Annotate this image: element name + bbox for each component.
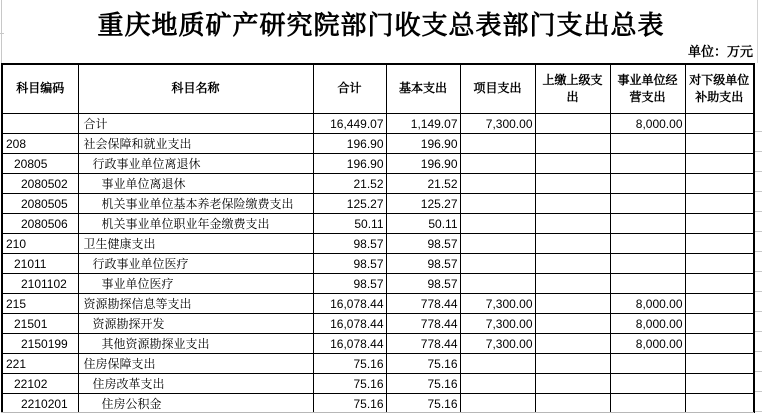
cell-basic[interactable]: 778.44 xyxy=(386,294,460,314)
cell-project[interactable]: 7,300.00 xyxy=(460,114,535,134)
cell-subsidy[interactable] xyxy=(685,314,754,334)
cell-upper[interactable] xyxy=(535,274,610,294)
cell-name[interactable]: 事业单位离退休 xyxy=(78,174,313,194)
cell-basic[interactable]: 1,149.07 xyxy=(386,114,460,134)
table-row xyxy=(2,234,754,254)
cell-upper[interactable] xyxy=(535,334,610,354)
cell-name[interactable]: 其他资源勘探业支出 xyxy=(78,334,313,354)
cell-code[interactable]: 2101102 xyxy=(2,274,78,294)
cell-code[interactable]: 2080506 xyxy=(2,214,78,234)
cell-total[interactable]: 196.90 xyxy=(313,134,386,154)
cell-code[interactable]: 215 xyxy=(2,294,78,314)
cell-total[interactable]: 196.90 xyxy=(313,154,386,174)
cell-operating[interactable] xyxy=(610,214,685,234)
col-header-total[interactable]: 合计 xyxy=(313,64,386,114)
cell-basic[interactable]: 75.16 xyxy=(386,354,460,374)
cell-subsidy[interactable] xyxy=(685,294,754,314)
cell-project[interactable] xyxy=(460,154,535,174)
table-row xyxy=(2,374,754,394)
cell-code[interactable]: 2210201 xyxy=(2,394,78,414)
cell-subsidy[interactable] xyxy=(685,174,754,194)
cell-code[interactable]: 208 xyxy=(2,134,78,154)
cell-name[interactable]: 住房公积金 xyxy=(78,394,313,414)
cell-operating[interactable] xyxy=(610,134,685,154)
cell-total[interactable]: 16,078.44 xyxy=(313,294,386,314)
faint-gridline-left-tick xyxy=(0,33,4,34)
col-header-upper-level-expenditure[interactable]: 上缴上级支出 xyxy=(535,64,610,114)
cell-code[interactable]: 221 xyxy=(2,354,78,374)
table-row xyxy=(2,394,754,414)
col-header-operating-expenditure[interactable]: 事业单位经营支出 xyxy=(610,64,685,114)
cell-total[interactable]: 98.57 xyxy=(313,254,386,274)
col-header-subsidy-expenditure[interactable]: 对下级单位补助支出 xyxy=(685,64,754,114)
cell-operating[interactable]: 8,000.00 xyxy=(610,334,685,354)
cell-subsidy[interactable] xyxy=(685,194,754,214)
cell-upper[interactable] xyxy=(535,234,610,254)
cell-code[interactable]: 21501 xyxy=(2,314,78,334)
cell-basic[interactable]: 98.57 xyxy=(386,234,460,254)
cell-name[interactable]: 行政事业单位离退休 xyxy=(78,154,313,174)
cell-code[interactable]: 22102 xyxy=(2,374,78,394)
table-row xyxy=(2,274,754,294)
table-row xyxy=(2,294,754,314)
cell-code[interactable]: 20805 xyxy=(2,154,78,174)
cell-name[interactable]: 机关事业单位职业年金缴费支出 xyxy=(78,214,313,234)
cell-operating[interactable] xyxy=(610,274,685,294)
cell-project[interactable]: 7,300.00 xyxy=(460,334,535,354)
header-row xyxy=(2,64,754,114)
cell-basic[interactable]: 21.52 xyxy=(386,174,460,194)
cell-basic[interactable]: 75.16 xyxy=(386,394,460,414)
col-header-project-expenditure[interactable]: 项目支出 xyxy=(460,64,535,114)
cell-operating[interactable] xyxy=(610,254,685,274)
cell-basic[interactable]: 75.16 xyxy=(386,374,460,394)
faint-row-ticks-right-margin xyxy=(754,112,762,413)
cell-total[interactable]: 50.11 xyxy=(313,214,386,234)
cell-subsidy[interactable] xyxy=(685,114,754,134)
table-row xyxy=(2,314,754,334)
cell-subsidy[interactable] xyxy=(685,334,754,354)
cell-upper[interactable] xyxy=(535,134,610,154)
cell-project[interactable] xyxy=(460,394,535,414)
cell-project[interactable] xyxy=(460,374,535,394)
cell-basic[interactable]: 98.57 xyxy=(386,274,460,294)
cell-code[interactable]: 2150199 xyxy=(2,334,78,354)
cell-upper[interactable] xyxy=(535,154,610,174)
table-row xyxy=(2,354,754,374)
cell-name[interactable]: 资源勘探信息等支出 xyxy=(78,294,313,314)
cell-total[interactable]: 98.57 xyxy=(313,234,386,254)
cell-upper[interactable] xyxy=(535,214,610,234)
cell-upper[interactable] xyxy=(535,174,610,194)
cell-subsidy[interactable] xyxy=(685,154,754,174)
cell-basic[interactable]: 778.44 xyxy=(386,334,460,354)
table-row xyxy=(2,134,754,154)
col-header-subject-name[interactable]: 科目名称 xyxy=(78,64,313,114)
cell-subsidy[interactable] xyxy=(685,134,754,154)
cell-operating[interactable] xyxy=(610,234,685,254)
col-header-basic-expenditure[interactable]: 基本支出 xyxy=(386,64,460,114)
cell-subsidy[interactable] xyxy=(685,354,754,374)
cell-name[interactable]: 卫生健康支出 xyxy=(78,234,313,254)
cell-upper[interactable] xyxy=(535,374,610,394)
page-title: 重庆地质矿产研究院部门收支总表部门支出总表 xyxy=(97,11,665,40)
cell-subsidy[interactable] xyxy=(685,234,754,254)
cell-code[interactable] xyxy=(2,114,78,134)
cell-name[interactable]: 社会保障和就业支出 xyxy=(78,134,313,154)
table-row xyxy=(2,254,754,274)
cell-total[interactable]: 98.57 xyxy=(313,274,386,294)
expenditure-summary-table xyxy=(1,63,755,413)
cell-subsidy[interactable] xyxy=(685,214,754,234)
cell-total[interactable]: 16,449.07 xyxy=(313,114,386,134)
cell-operating[interactable]: 8,000.00 xyxy=(610,294,685,314)
cell-basic[interactable]: 50.11 xyxy=(386,214,460,234)
cell-code[interactable]: 210 xyxy=(2,234,78,254)
cell-code[interactable]: 2080502 xyxy=(2,174,78,194)
table-row xyxy=(2,334,754,354)
faint-gridline-left xyxy=(1,0,2,63)
cell-operating[interactable] xyxy=(610,194,685,214)
cell-project[interactable] xyxy=(460,134,535,154)
cell-upper[interactable] xyxy=(535,394,610,414)
table-bottom-edge xyxy=(1,412,754,413)
cell-project[interactable] xyxy=(460,354,535,374)
cell-subsidy[interactable] xyxy=(685,254,754,274)
cell-name[interactable]: 住房保障支出 xyxy=(78,354,313,374)
cell-project[interactable] xyxy=(460,274,535,294)
cell-basic[interactable]: 778.44 xyxy=(386,314,460,334)
cell-project[interactable] xyxy=(460,174,535,194)
faint-gridline-right xyxy=(757,0,758,63)
cell-upper[interactable] xyxy=(535,114,610,134)
cell-subsidy[interactable] xyxy=(685,274,754,294)
cell-operating[interactable] xyxy=(610,174,685,194)
cell-total[interactable]: 75.16 xyxy=(313,394,386,414)
cell-name[interactable]: 行政事业单位医疗 xyxy=(78,254,313,274)
cell-code[interactable]: 2080505 xyxy=(2,194,78,214)
unit-label: 单位：万元 xyxy=(687,44,753,59)
cell-project[interactable] xyxy=(460,194,535,214)
cell-project[interactable] xyxy=(460,254,535,274)
cell-project[interactable]: 7,300.00 xyxy=(460,314,535,334)
cell-total[interactable]: 16,078.44 xyxy=(313,334,386,354)
cell-project[interactable] xyxy=(460,234,535,254)
cell-upper[interactable] xyxy=(535,254,610,274)
cell-subsidy[interactable] xyxy=(685,394,754,414)
cell-name[interactable]: 机关事业单位基本养老保险缴费支出 xyxy=(78,194,313,214)
cell-total[interactable]: 75.16 xyxy=(313,354,386,374)
cell-code[interactable]: 21011 xyxy=(2,254,78,274)
cell-operating[interactable] xyxy=(610,354,685,374)
cell-project[interactable]: 7,300.00 xyxy=(460,294,535,314)
cell-total[interactable]: 75.16 xyxy=(313,374,386,394)
cell-total[interactable]: 21.52 xyxy=(313,174,386,194)
cell-name[interactable]: 资源勘探开发 xyxy=(78,314,313,334)
cell-operating[interactable]: 8,000.00 xyxy=(610,314,685,334)
table-row xyxy=(2,154,754,174)
table-row xyxy=(2,174,754,194)
cell-basic[interactable]: 125.27 xyxy=(386,194,460,214)
col-header-subject-code[interactable]: 科目编码 xyxy=(2,64,78,114)
table-row xyxy=(2,114,754,134)
cell-operating[interactable] xyxy=(610,374,685,394)
cell-project[interactable] xyxy=(460,214,535,234)
table-row xyxy=(2,194,754,214)
table-row xyxy=(2,214,754,234)
cell-name[interactable]: 事业单位医疗 xyxy=(78,274,313,294)
cell-operating[interactable]: 8,000.00 xyxy=(610,114,685,134)
cell-subsidy[interactable] xyxy=(685,374,754,394)
cell-basic[interactable]: 196.90 xyxy=(386,134,460,154)
cell-basic[interactable]: 196.90 xyxy=(386,154,460,174)
cell-upper[interactable] xyxy=(535,354,610,374)
cell-upper[interactable] xyxy=(535,314,610,334)
cell-total[interactable]: 125.27 xyxy=(313,194,386,214)
cell-upper[interactable] xyxy=(535,294,610,314)
cell-upper[interactable] xyxy=(535,194,610,214)
table-body xyxy=(2,114,754,414)
cell-basic[interactable]: 98.57 xyxy=(386,254,460,274)
cell-name[interactable]: 住房改革支出 xyxy=(78,374,313,394)
cell-name[interactable]: 合计 xyxy=(78,114,313,134)
cell-total[interactable]: 16,078.44 xyxy=(313,314,386,334)
cell-operating[interactable] xyxy=(610,394,685,414)
cell-operating[interactable] xyxy=(610,154,685,174)
